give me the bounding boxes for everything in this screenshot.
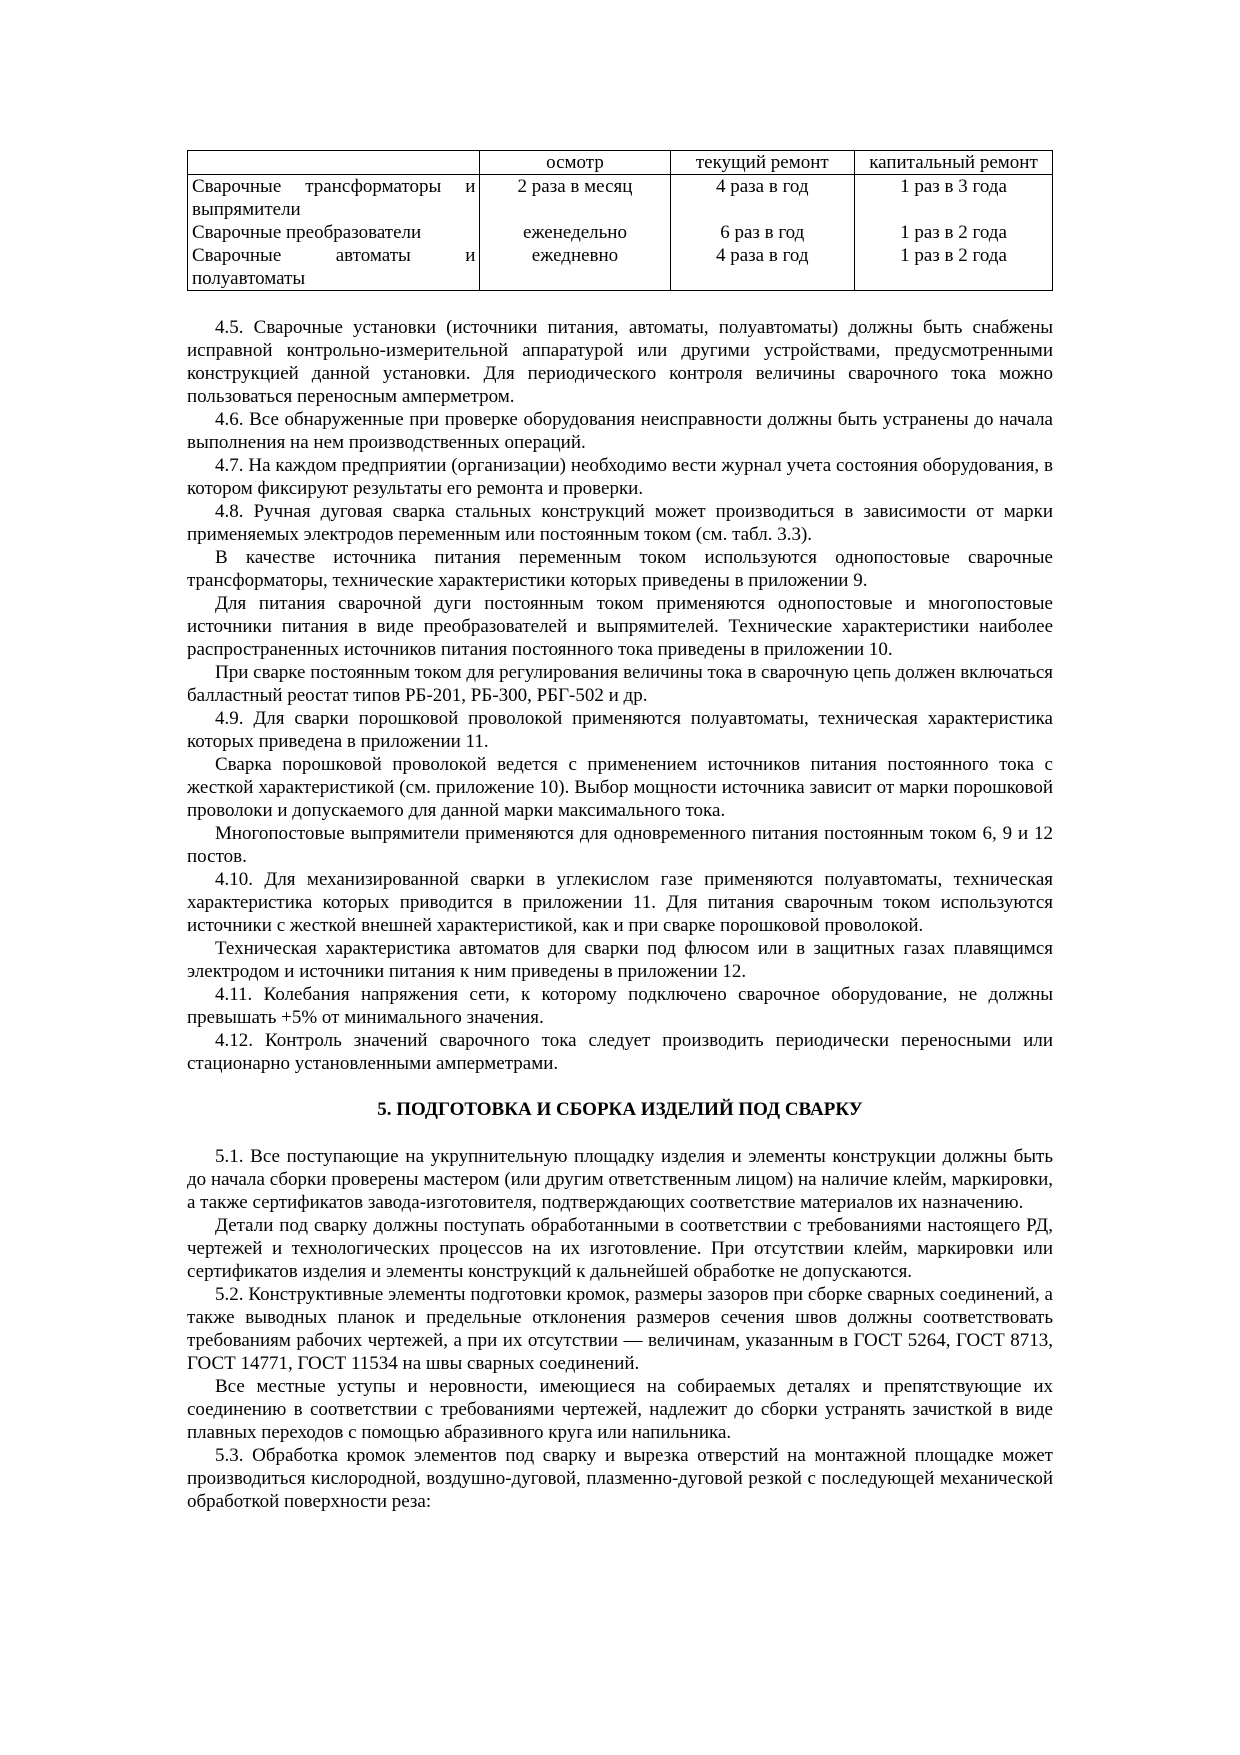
paragraph: 4.7. На каждом предприятии (организации) необходимо вести журнал учета состояния оборудования, в котором фиксируют результаты его ремонта и проверки. xyxy=(187,455,1053,499)
paragraph: Все местные уступы и неровности, имеющиеся на собираемых деталях и препятствующие их соединению в соответствии с требованиями чертежей, надлежит до сборки устранять зачисткой в виде плавных переходов с помощью абразивного круга или напильника. xyxy=(187,1376,1053,1443)
paragraph: 4.6. Все обнаруженные при проверке оборудования неисправности должны быть устранены до начала выполнения на нем производственных операций. xyxy=(187,409,1053,453)
table-row xyxy=(188,244,1053,291)
paragraph: 4.11. Колебания напряжения сети, к которому подключено сварочное оборудование, не должны превышать +5% от минимального значения. xyxy=(187,984,1053,1028)
table-cell-equipment: Сварочные преобразователи xyxy=(188,221,480,244)
table-cell: 4 раза в год xyxy=(670,244,854,291)
table-row xyxy=(188,221,1053,244)
paragraph: 5.3. Обработка кромок элементов под сварку и вырезка отверстий на монтажной площадке может производиться кислородной, воздушно-дуговой, плазменно-дуговой резкой с последующей механической обработкой поверхности реза: xyxy=(187,1445,1053,1512)
table-header-cell xyxy=(188,151,480,175)
paragraph: 5.2. Конструктивные элементы подготовки кромок, размеры зазоров при сборке сварных соединений, а также выводных планок и предельные отклонения размеров сечения швов должны соответствовать требованиям рабочих чертежей, а при их отсутствии — величинам, указанным в ГОСТ 5264, ГОСТ 8713, ГОСТ 14771, ГОСТ 11534 на швы сварных соединений. xyxy=(187,1284,1053,1374)
paragraph: Детали под сварку должны поступать обработанными в соответствии с требованиями настоящего РД, чертежей и технологических процессов на их изготовление. При отсутствии клейм, маркировки или сертификатов изделия и элементы конструкций к дальнейшей обработке не допускаются. xyxy=(187,1215,1053,1282)
table-header-cell: капитальный ремонт xyxy=(854,151,1052,175)
table-cell: 1 раз в 2 года xyxy=(854,221,1052,244)
paragraph: 4.9. Для сварки порошковой проволокой применяются полуавтоматы, техническая характеристика которых приведена в приложении 11. xyxy=(187,708,1053,752)
table-cell: 1 раз в 2 года xyxy=(854,244,1052,291)
paragraph: Техническая характеристика автоматов для сварки под флюсом или в защитных газах плавящимся электродом и источники питания к ним приведены в приложении 12. xyxy=(187,938,1053,982)
table-cell: еженедельно xyxy=(480,221,670,244)
paragraph: Сварка порошковой проволокой ведется с применением источников питания постоянного тока с жесткой характеристикой (см. приложение 10). Выбор мощности источника зависит от марки порошковой проволоки и допускаемого для данной марки максимального тока. xyxy=(187,754,1053,821)
paragraph: 5.1. Все поступающие на укрупнительную площадку изделия и элементы конструкции должны быть до начала сборки проверены мастером (или другим ответственным лицом) на наличие клейм, маркировки, а также сертификатов завода-изготовителя, подтверждающих соответствие материалов их назначению. xyxy=(187,1146,1053,1213)
table-cell-equipment: Сварочные трансформаторы и выпрямители xyxy=(188,175,480,222)
table-cell: 4 раза в год xyxy=(670,175,854,222)
table-cell: 2 раза в месяц xyxy=(480,175,670,222)
paragraph: Многопостовые выпрямители применяются для одновременного питания постоянным током 6, 9 и 12 постов. xyxy=(187,823,1053,867)
table-header-row xyxy=(188,151,1053,175)
page-content xyxy=(187,150,1053,1513)
document-body xyxy=(187,316,1053,1513)
table-cell: ежедневно xyxy=(480,244,670,291)
table-row xyxy=(188,175,1053,222)
paragraph: В качестве источника питания переменным током используются однопостовые сварочные трансформаторы, технические характеристики которых приведены в приложении 9. xyxy=(187,547,1053,591)
table-header-cell: осмотр xyxy=(480,151,670,175)
table-cell-equipment: Сварочные автоматы и полуавтоматы xyxy=(188,244,480,291)
paragraph: 4.5. Сварочные установки (источники питания, автоматы, полуавтоматы) должны быть снабжены исправной контрольно-измерительной аппаратурой или другими устройствами, предусмотренными конструкцией данной установки. Для периодического контроля величины сварочного тока можно пользоваться переносным амперметром. xyxy=(187,317,1053,407)
paragraph: 4.10. Для механизированной сварки в углекислом газе применяются полуавтоматы, техническая характеристика которых приводится в приложении 11. Для питания сварочным током используются источники с жесткой внешней характеристикой, как и при сварке порошковой проволокой. xyxy=(187,869,1053,936)
table-cell: 6 раз в год xyxy=(670,221,854,244)
paragraph: При сварке постоянным током для регулирования величины тока в сварочную цепь должен включаться балластный реостат типов РБ-201, РБ-300, РБГ-502 и др. xyxy=(187,662,1053,706)
maintenance-schedule-table xyxy=(187,150,1053,291)
section-heading: 5. ПОДГОТОВКА И СБОРКА ИЗДЕЛИЙ ПОД СВАРКУ xyxy=(377,1099,863,1120)
table-header-cell: текущий ремонт xyxy=(670,151,854,175)
paragraph: 4.8. Ручная дуговая сварка стальных конструкций может производиться в зависимости от марки применяемых электродов переменным или постоянным током (см. табл. 3.3). xyxy=(187,501,1053,545)
paragraph: 4.12. Контроль значений сварочного тока следует производить периодически переносными или стационарно установленными амперметрами. xyxy=(187,1030,1053,1074)
paragraph: Для питания сварочной дуги постоянным током применяются однопостовые и многопостовые источники питания в виде преобразователей и выпрямителей. Технические характеристики наиболее распространенных источников питания постоянного тока приведены в приложении 10. xyxy=(187,593,1053,660)
table-cell: 1 раз в 3 года xyxy=(854,175,1052,222)
